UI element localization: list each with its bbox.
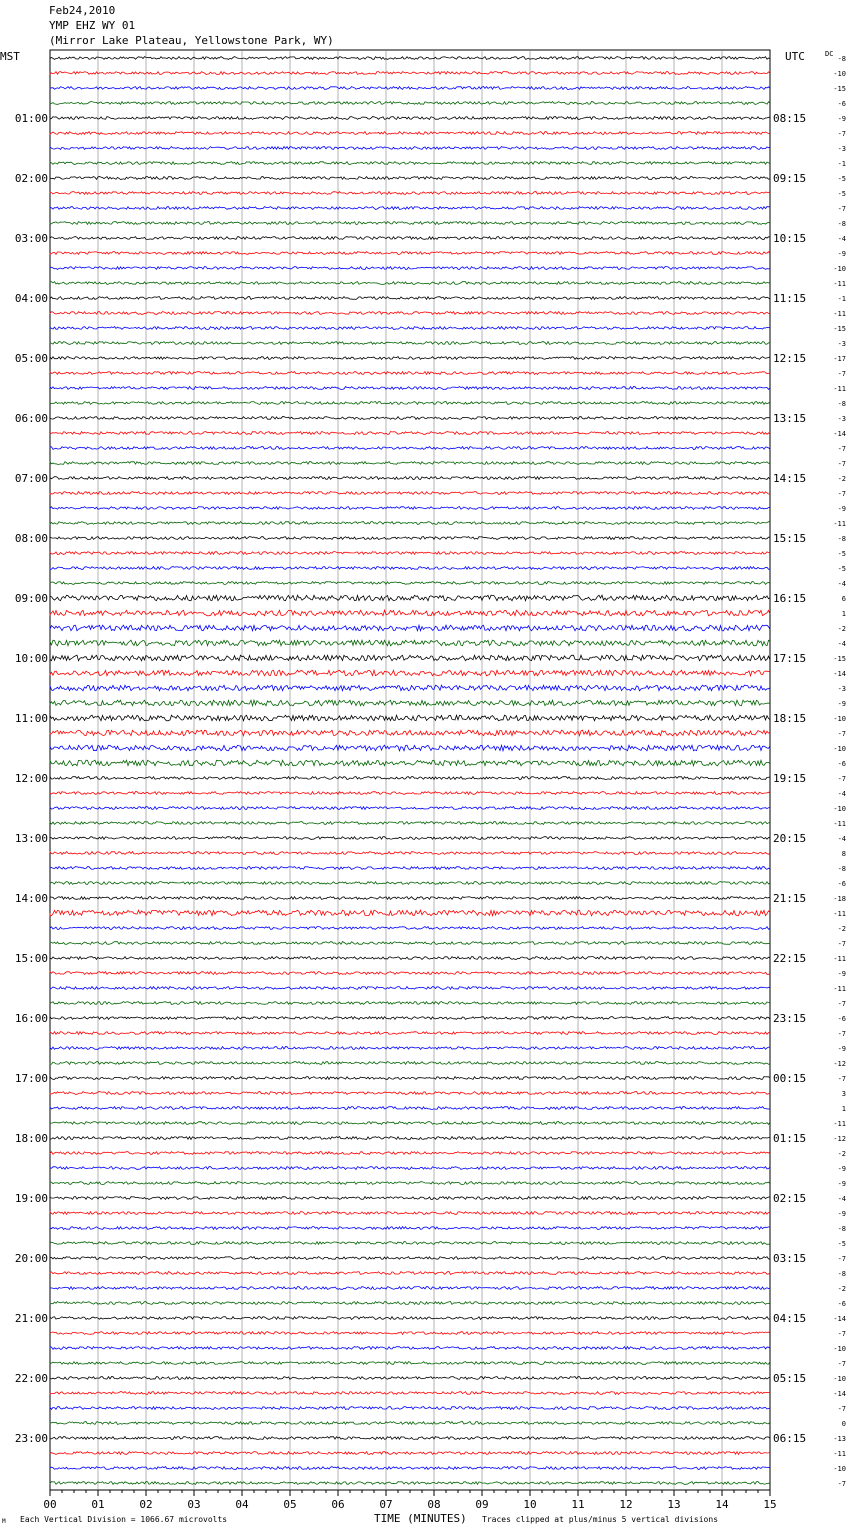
trace-line — [50, 132, 770, 135]
dc-offset-value: -2 — [837, 1285, 846, 1293]
trace-line — [50, 282, 770, 285]
dc-offset-value: -9 — [837, 250, 846, 258]
dc-offset-value: -4 — [837, 580, 846, 588]
trace-line — [50, 1332, 770, 1335]
dc-offset-value: -7 — [837, 775, 846, 783]
dc-offset-value: -7 — [837, 1030, 846, 1038]
dc-offset-value: -14 — [833, 430, 846, 438]
trace-line — [50, 357, 770, 360]
x-tick-label: 02 — [139, 1498, 153, 1511]
dc-offset-value: -10 — [833, 70, 846, 78]
dc-offset-value: -8 — [837, 220, 846, 228]
trace-line — [50, 715, 770, 721]
dc-offset-value: -4 — [837, 1195, 846, 1203]
dc-offset-value: -11 — [833, 520, 846, 528]
right-timezone-label: UTC — [785, 50, 805, 63]
trace-line — [50, 1482, 770, 1485]
trace-line — [50, 222, 770, 225]
dc-offset-value: -7 — [837, 490, 846, 498]
right-hour-label: 04:15 — [773, 1312, 807, 1325]
left-hour-label: 16:00 — [14, 1012, 48, 1025]
dc-offset-value: -8 — [837, 55, 846, 63]
left-hour-label: 03:00 — [14, 232, 48, 245]
trace-line — [50, 57, 770, 60]
dc-offset-value: -11 — [833, 1450, 846, 1458]
trace-line — [50, 1062, 770, 1065]
trace-line — [50, 1272, 770, 1275]
trace-line — [50, 1092, 770, 1095]
right-hour-label: 14:15 — [773, 472, 807, 485]
trace-line — [50, 1347, 770, 1350]
dc-offset-value: -6 — [837, 760, 846, 768]
x-tick-label: 01 — [91, 1498, 105, 1511]
trace-line — [50, 72, 770, 75]
dc-offset-value: -9 — [837, 1180, 846, 1188]
trace-line — [50, 867, 770, 870]
left-hour-label: 18:00 — [14, 1132, 48, 1145]
dc-offset-value: -3 — [837, 415, 846, 423]
right-hour-label: 17:15 — [773, 652, 807, 665]
trace-line — [50, 1227, 770, 1230]
trace-line — [50, 387, 770, 390]
dc-offset-value: -2 — [837, 625, 846, 633]
x-tick-label: 14 — [715, 1498, 729, 1511]
dc-offset-value: -2 — [837, 1150, 846, 1158]
right-hour-label: 23:15 — [773, 1012, 807, 1025]
dc-offset-value: -13 — [833, 1435, 846, 1443]
left-hour-label: 01:00 — [14, 112, 48, 125]
left-hour-label: 08:00 — [14, 532, 48, 545]
trace-line — [50, 1032, 770, 1035]
right-hour-label: 10:15 — [773, 232, 807, 245]
right-hour-label: 13:15 — [773, 412, 807, 425]
trace-line — [50, 1407, 770, 1410]
dc-offset-value: -6 — [837, 880, 846, 888]
x-tick-label: 11 — [571, 1498, 585, 1511]
dc-offset-value: -7 — [837, 1000, 846, 1008]
trace-line — [50, 910, 770, 916]
x-tick-label: 05 — [283, 1498, 297, 1511]
trace-line — [50, 807, 770, 810]
right-hour-label: 03:15 — [773, 1252, 807, 1265]
dc-offset-value: -5 — [837, 175, 846, 183]
left-hour-label: 10:00 — [14, 652, 48, 665]
dc-offset-value: -3 — [837, 145, 846, 153]
trace-line — [50, 792, 770, 795]
dc-offset-value: -4 — [837, 835, 846, 843]
trace-line — [50, 927, 770, 930]
left-hour-label: 15:00 — [14, 952, 48, 965]
trace-line — [50, 267, 770, 270]
x-tick-label: 10 — [523, 1498, 537, 1511]
trace-line — [50, 252, 770, 255]
trace-line — [50, 162, 770, 165]
trace-line — [50, 432, 770, 435]
trace-line — [50, 1077, 770, 1080]
trace-line — [50, 1362, 770, 1365]
right-hour-label: 09:15 — [773, 172, 807, 185]
trace-line — [50, 582, 770, 585]
trace-line — [50, 625, 770, 631]
trace-line — [50, 1452, 770, 1455]
trace-line — [50, 537, 770, 540]
dc-offset-value: -5 — [837, 550, 846, 558]
dc-offset-value: -9 — [837, 1165, 846, 1173]
dc-offset-value: -11 — [833, 985, 846, 993]
trace-line — [50, 1017, 770, 1020]
x-tick-label: 09 — [475, 1498, 489, 1511]
trace-line — [50, 477, 770, 480]
trace-line — [50, 1137, 770, 1140]
right-hour-label: 16:15 — [773, 592, 807, 605]
plot-frame — [50, 50, 770, 1490]
trace-line — [50, 897, 770, 900]
dc-offset-header: DC — [825, 50, 834, 58]
trace-line — [50, 1287, 770, 1290]
trace-line — [50, 1122, 770, 1125]
left-hour-label: 23:00 — [14, 1432, 48, 1445]
dc-offset-value: -1 — [837, 160, 846, 168]
trace-line — [50, 342, 770, 345]
left-hour-label: 11:00 — [14, 712, 48, 725]
dc-offset-value: -4 — [837, 235, 846, 243]
dc-offset-value: -9 — [837, 1045, 846, 1053]
left-hour-label: 12:00 — [14, 772, 48, 785]
dc-offset-value: -15 — [833, 655, 846, 663]
trace-line — [50, 972, 770, 975]
trace-line — [50, 372, 770, 375]
trace-line — [50, 1257, 770, 1260]
trace-line — [50, 745, 770, 751]
trace-line — [50, 1212, 770, 1215]
dc-offset-value: -15 — [833, 85, 846, 93]
trace-line — [50, 237, 770, 240]
trace-line — [50, 462, 770, 465]
dc-offset-value: -7 — [837, 1330, 846, 1338]
dc-offset-value: -9 — [837, 700, 846, 708]
dc-offset-value: 6 — [841, 595, 846, 603]
right-hour-label: 00:15 — [773, 1072, 807, 1085]
dc-offset-value: -7 — [837, 130, 846, 138]
trace-line — [50, 595, 770, 601]
dc-offset-value: -2 — [837, 925, 846, 933]
x-tick-label: 13 — [667, 1498, 681, 1511]
trace-line — [50, 567, 770, 570]
date-label: Feb24,2010 — [49, 4, 116, 17]
trace-line — [50, 492, 770, 495]
dc-offset-value: -8 — [837, 1225, 846, 1233]
x-tick-label: 12 — [619, 1498, 633, 1511]
right-hour-label: 02:15 — [773, 1192, 807, 1205]
left-hour-label: 22:00 — [14, 1372, 48, 1385]
dc-offset-value: -10 — [833, 1345, 846, 1353]
dc-offset-value: -11 — [833, 310, 846, 318]
dc-offset-value: -1 — [837, 295, 846, 303]
trace-line — [50, 957, 770, 960]
corner-mark: M — [2, 1518, 6, 1525]
trace-line — [50, 1467, 770, 1470]
station-label: YMP EHZ WY 01 — [49, 19, 136, 32]
trace-line — [50, 312, 770, 315]
dc-offset-value: -9 — [837, 1210, 846, 1218]
dc-offset-value: -7 — [837, 1405, 846, 1413]
right-hour-label: 11:15 — [773, 292, 807, 305]
dc-offset-value: -5 — [837, 190, 846, 198]
trace-line — [50, 837, 770, 840]
trace-line — [50, 447, 770, 450]
dc-offset-value: -8 — [837, 400, 846, 408]
dc-offset-value: -9 — [837, 505, 846, 513]
trace-line — [50, 610, 770, 616]
dc-offset-value: -5 — [837, 1240, 846, 1248]
dc-offset-value: -15 — [833, 325, 846, 333]
right-hour-label: 01:15 — [773, 1132, 807, 1145]
dc-offset-value: -3 — [837, 685, 846, 693]
dc-offset-value: -9 — [837, 115, 846, 123]
x-tick-label: 07 — [379, 1498, 393, 1511]
trace-line — [50, 1437, 770, 1440]
dc-offset-value: 1 — [841, 1105, 846, 1113]
trace-line — [50, 685, 770, 691]
dc-offset-value: -6 — [837, 100, 846, 108]
trace-line — [50, 102, 770, 105]
dc-offset-value: -11 — [833, 955, 846, 963]
right-hour-label: 19:15 — [773, 772, 807, 785]
trace-line — [50, 777, 770, 780]
right-hour-label: 12:15 — [773, 352, 807, 365]
x-tick-label: 04 — [235, 1498, 249, 1511]
trace-line — [50, 1377, 770, 1380]
trace-line — [50, 402, 770, 405]
left-hour-label: 21:00 — [14, 1312, 48, 1325]
dc-offset-value: -2 — [837, 475, 846, 483]
trace-line — [50, 147, 770, 150]
dc-offset-value: 8 — [841, 850, 846, 858]
trace-line — [50, 297, 770, 300]
dc-offset-value: -3 — [837, 340, 846, 348]
dc-offset-value: -7 — [837, 370, 846, 378]
dc-offset-value: -11 — [833, 1120, 846, 1128]
dc-offset-value: -10 — [833, 715, 846, 723]
left-hour-label: 02:00 — [14, 172, 48, 185]
dc-offset-value: -12 — [833, 1135, 846, 1143]
trace-line — [50, 852, 770, 855]
dc-offset-value: -4 — [837, 640, 846, 648]
dc-offset-value: -10 — [833, 265, 846, 273]
left-hour-label: 14:00 — [14, 892, 48, 905]
dc-offset-value: -7 — [837, 1075, 846, 1083]
trace-line — [50, 1392, 770, 1395]
trace-line — [50, 1152, 770, 1155]
trace-line — [50, 327, 770, 330]
dc-offset-value: -14 — [833, 670, 846, 678]
trace-line — [50, 670, 770, 676]
trace-line — [50, 522, 770, 525]
trace-line — [50, 655, 770, 661]
dc-offset-value: -10 — [833, 1375, 846, 1383]
trace-line — [50, 882, 770, 885]
location-label: (Mirror Lake Plateau, Yellowstone Park, WY) — [49, 34, 334, 47]
dc-offset-value: -5 — [837, 565, 846, 573]
dc-offset-value: -17 — [833, 355, 846, 363]
right-hour-label: 06:15 — [773, 1432, 807, 1445]
x-tick-label: 00 — [43, 1498, 57, 1511]
dc-offset-value: 0 — [841, 1420, 846, 1428]
dc-offset-value: -7 — [837, 1360, 846, 1368]
dc-offset-value: -11 — [833, 910, 846, 918]
trace-line — [50, 822, 770, 825]
right-hour-label: 18:15 — [773, 712, 807, 725]
trace-line — [50, 1167, 770, 1170]
dc-offset-value: -11 — [833, 820, 846, 828]
dc-offset-value: -6 — [837, 1300, 846, 1308]
dc-offset-value: -8 — [837, 1270, 846, 1278]
trace-line — [50, 207, 770, 210]
trace-line — [50, 987, 770, 990]
dc-offset-value: -14 — [833, 1390, 846, 1398]
dc-offset-value: -11 — [833, 280, 846, 288]
dc-offset-value: -9 — [837, 970, 846, 978]
trace-line — [50, 1002, 770, 1005]
trace-line — [50, 730, 770, 736]
right-hour-label: 15:15 — [773, 532, 807, 545]
left-hour-label: 06:00 — [14, 412, 48, 425]
dc-offset-value: -10 — [833, 1465, 846, 1473]
dc-offset-value: -10 — [833, 805, 846, 813]
dc-offset-value: -8 — [837, 865, 846, 873]
dc-offset-value: -7 — [837, 940, 846, 948]
trace-line — [50, 640, 770, 646]
x-axis-title: TIME (MINUTES) — [374, 1512, 467, 1525]
dc-offset-value: -12 — [833, 1060, 846, 1068]
trace-line — [50, 942, 770, 945]
dc-offset-value: -18 — [833, 895, 846, 903]
right-hour-label: 20:15 — [773, 832, 807, 845]
right-hour-label: 08:15 — [773, 112, 807, 125]
x-tick-label: 03 — [187, 1498, 201, 1511]
trace-line — [50, 117, 770, 120]
dc-offset-value: 1 — [841, 610, 846, 618]
left-hour-label: 20:00 — [14, 1252, 48, 1265]
dc-offset-value: -7 — [837, 460, 846, 468]
dc-offset-value: -6 — [837, 1015, 846, 1023]
trace-line — [50, 1182, 770, 1185]
left-hour-label: 17:00 — [14, 1072, 48, 1085]
left-hour-label: 04:00 — [14, 292, 48, 305]
x-tick-label: 15 — [763, 1498, 777, 1511]
trace-line — [50, 192, 770, 195]
dc-offset-value: -7 — [837, 205, 846, 213]
right-hour-label: 05:15 — [773, 1372, 807, 1385]
dc-offset-value: -10 — [833, 745, 846, 753]
dc-offset-value: -7 — [837, 445, 846, 453]
trace-line — [50, 1302, 770, 1305]
trace-line — [50, 700, 770, 706]
clip-note: Traces clipped at plus/minus 5 vertical divisions — [482, 1515, 719, 1524]
scale-note: Each Vertical Division = 1066.67 microvolts — [20, 1515, 228, 1524]
trace-line — [50, 417, 770, 420]
dc-offset-value: -14 — [833, 1315, 846, 1323]
dc-offset-value: -7 — [837, 730, 846, 738]
dc-offset-value: -7 — [837, 1255, 846, 1263]
left-timezone-label: MST — [0, 50, 20, 63]
dc-offset-value: 3 — [841, 1090, 846, 1098]
left-hour-label: 09:00 — [14, 592, 48, 605]
trace-line — [50, 552, 770, 555]
left-hour-label: 07:00 — [14, 472, 48, 485]
dc-offset-value: -4 — [837, 790, 846, 798]
trace-line — [50, 1047, 770, 1050]
dc-offset-value: -11 — [833, 385, 846, 393]
trace-line — [50, 177, 770, 180]
x-tick-label: 06 — [331, 1498, 345, 1511]
trace-line — [50, 1107, 770, 1110]
right-hour-label: 21:15 — [773, 892, 807, 905]
dc-offset-value: -8 — [837, 535, 846, 543]
left-hour-label: 05:00 — [14, 352, 48, 365]
left-hour-label: 19:00 — [14, 1192, 48, 1205]
x-tick-label: 08 — [427, 1498, 441, 1511]
dc-offset-value: -7 — [837, 1480, 846, 1488]
right-hour-label: 22:15 — [773, 952, 807, 965]
trace-line — [50, 1317, 770, 1320]
trace-line — [50, 87, 770, 90]
trace-line — [50, 1242, 770, 1245]
trace-line — [50, 1422, 770, 1425]
trace-line — [50, 507, 770, 510]
left-hour-label: 13:00 — [14, 832, 48, 845]
trace-line — [50, 1197, 770, 1200]
trace-line — [50, 760, 770, 766]
